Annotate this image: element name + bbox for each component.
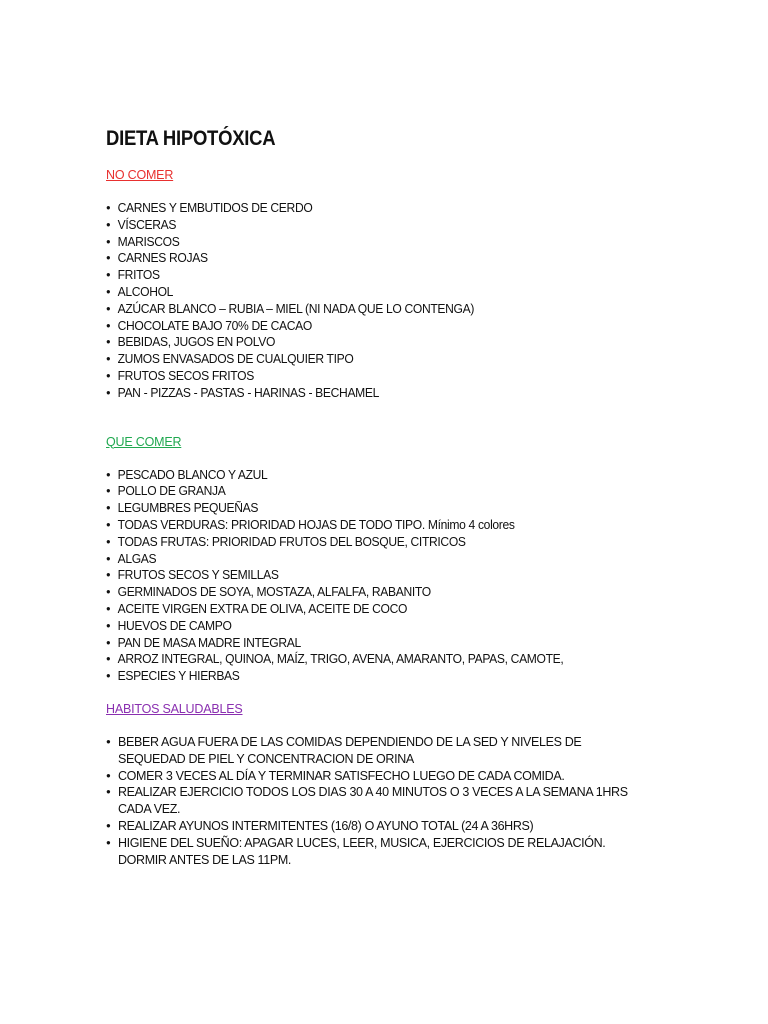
list-item: ● ACEITE VIRGEN EXTRA DE OLIVA, ACEITE DE COCO — [106, 601, 706, 618]
list-item: ● CARNES ROJAS — [106, 250, 706, 267]
list-item: ● ALGAS — [106, 551, 706, 568]
list-item: ● BEBER AGUA FUERA DE LAS COMIDAS DEPENDIENDO DE LA SED Y NIVELES DE SEQUEDAD DE PIEL Y CONCENTRACION DE ORINA — [106, 734, 638, 768]
section-que-comer — [106, 434, 726, 685]
list-item: ● REALIZAR EJERCICIO TODOS LOS DIAS 30 A 40 MINUTOS O 3 VECES A LA SEMANA 1HRS CADA VEZ. — [106, 784, 638, 818]
list-item: ● HIGIENE DEL SUEÑO: APAGAR LUCES, LEER, MUSICA, EJERCICIOS DE RELAJACIÓN. DORMIR ANTES DE LAS 11PM. — [106, 835, 638, 869]
list-item: ● ARROZ INTEGRAL, QUINOA, MAÍZ, TRIGO, AVENA, AMARANTO, PAPAS, CAMOTE, — [106, 651, 706, 668]
list-item: ● TODAS VERDURAS: PRIORIDAD HOJAS DE TODO TIPO. Mínimo 4 colores — [106, 517, 706, 534]
list-item: ● AZÚCAR BLANCO – RUBIA – MIEL (NI NADA QUE LO CONTENGA) — [106, 301, 706, 318]
list-item: ● MARISCOS — [106, 234, 706, 251]
list-item: ● ALCOHOL — [106, 284, 706, 301]
list-item: ● GERMINADOS DE SOYA, MOSTAZA, ALFALFA, RABANITO — [106, 584, 706, 601]
list-item: ● BEBIDAS, JUGOS EN POLVO — [106, 334, 706, 351]
habitos-saludables-list — [106, 734, 726, 868]
list-item: ● FRUTOS SECOS FRITOS — [106, 368, 706, 385]
document-title: DIETA HIPOTÓXICA — [106, 127, 276, 150]
section-heading-habitos-saludables: HABITOS SALUDABLES — [106, 701, 243, 716]
list-item: ● CARNES Y EMBUTIDOS DE CERDO — [106, 200, 706, 217]
list-item: ● FRUTOS SECOS Y SEMILLAS — [106, 567, 706, 584]
que-comer-list — [106, 467, 726, 685]
list-item: ● TODAS FRUTAS: PRIORIDAD FRUTOS DEL BOSQUE, CITRICOS — [106, 534, 706, 551]
list-item: ● POLLO DE GRANJA — [106, 483, 706, 500]
section-heading-no-comer: NO COMER — [106, 168, 174, 182]
list-item: ● PESCADO BLANCO Y AZUL — [106, 467, 706, 484]
list-item: ● CHOCOLATE BAJO 70% DE CACAO — [106, 318, 706, 335]
list-item: ● HUEVOS DE CAMPO — [106, 618, 706, 635]
list-item: ● LEGUMBRES PEQUEÑAS — [106, 500, 706, 517]
list-item: ● FRITOS — [106, 267, 706, 284]
section-no-comer — [106, 167, 726, 402]
list-item: ● ESPECIES Y HIERBAS — [106, 668, 706, 685]
section-heading-que-comer: QUE COMER — [106, 434, 182, 449]
list-item: ● ZUMOS ENVASADOS DE CUALQUIER TIPO — [106, 351, 706, 368]
list-item: ● PAN - PIZZAS - PASTAS - HARINAS - BECHAMEL — [106, 385, 706, 402]
list-item: ● COMER 3 VECES AL DÍA Y TERMINAR SATISFECHO LUEGO DE CADA COMIDA. — [106, 768, 638, 785]
no-comer-list — [106, 200, 726, 402]
document-page — [106, 124, 726, 868]
list-item: ● REALIZAR AYUNOS INTERMITENTES (16/8) O AYUNO TOTAL (24 A 36HRS) — [106, 818, 638, 835]
list-item: ● VÍSCERAS — [106, 217, 706, 234]
list-item: ● PAN DE MASA MADRE INTEGRAL — [106, 635, 706, 652]
section-habitos-saludables — [106, 701, 726, 868]
